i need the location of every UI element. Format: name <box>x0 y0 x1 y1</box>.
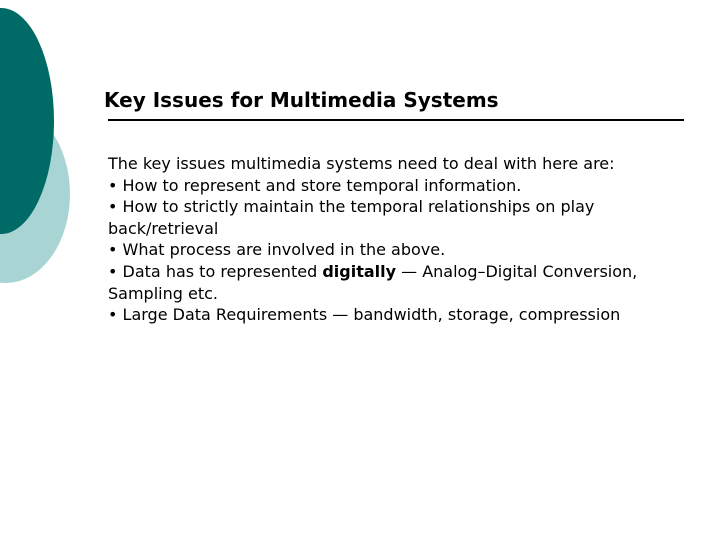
bullet-item: • How to represent and store temporal information. <box>108 175 522 195</box>
title-underline <box>108 119 684 121</box>
bullet-item <box>108 261 668 304</box>
bullet-emphasis: digitally <box>322 261 397 281</box>
bullet-text: • Data has to represented <box>108 261 323 281</box>
bullet-item: • What process are involved in the above. <box>108 240 446 260</box>
slide-title: Key Issues for Multimedia Systems <box>104 88 499 112</box>
slide-body <box>108 153 668 326</box>
bullet-text: — Analog–Digital Conversion, Sampling etc. <box>108 261 638 303</box>
bullet-item: • How to strictly maintain the temporal relationships on play back/retrieval <box>108 197 595 238</box>
bullet-item: • Large Data Requirements — bandwidth, storage, compression <box>108 305 621 325</box>
intro-text: The key issues multimedia systems need to deal with here are: <box>108 154 615 173</box>
